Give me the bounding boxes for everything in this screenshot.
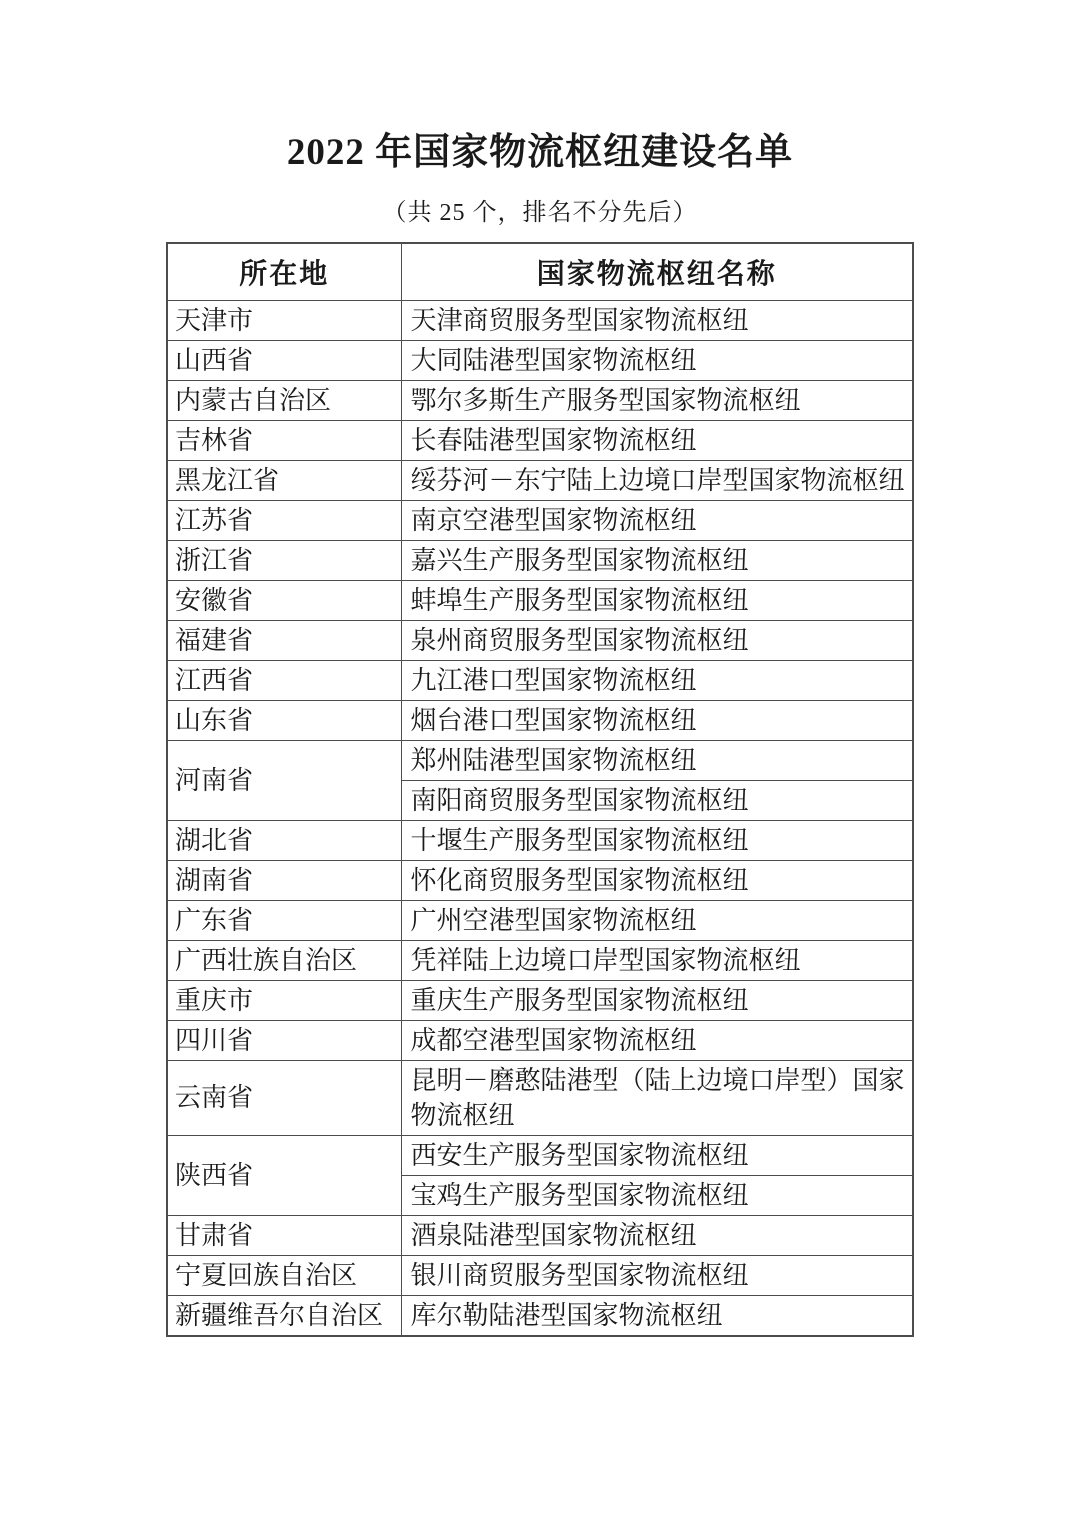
location-cell: 吉林省 [167, 420, 401, 460]
table-row [167, 1255, 913, 1295]
location-cell: 湖北省 [167, 820, 401, 860]
table-row [167, 420, 913, 460]
header-cell-hub-name: 国家物流枢纽名称 [401, 243, 913, 300]
location-cell: 广西壮族自治区 [167, 940, 401, 980]
location-cell: 陕西省 [167, 1135, 401, 1215]
location-cell: 重庆市 [167, 980, 401, 1020]
location-cell: 山东省 [167, 700, 401, 740]
table-row [167, 700, 913, 740]
hub-name-cell: 大同陆港型国家物流枢纽 [401, 340, 913, 380]
table-row [167, 1060, 913, 1135]
hub-name-cell: 十堰生产服务型国家物流枢纽 [401, 820, 913, 860]
hub-name-cell: 库尔勒陆港型国家物流枢纽 [401, 1295, 913, 1336]
table-row [167, 1135, 913, 1175]
location-cell: 新疆维吾尔自治区 [167, 1295, 401, 1336]
location-cell: 江西省 [167, 660, 401, 700]
table-row [167, 740, 913, 780]
location-cell: 宁夏回族自治区 [167, 1255, 401, 1295]
header-cell-location: 所在地 [167, 243, 401, 300]
table-row [167, 580, 913, 620]
location-cell: 天津市 [167, 300, 401, 340]
table-row [167, 980, 913, 1020]
hub-name-cell: 怀化商贸服务型国家物流枢纽 [401, 860, 913, 900]
table-row [167, 1215, 913, 1255]
hub-name-cell: 九江港口型国家物流枢纽 [401, 660, 913, 700]
table-row [167, 860, 913, 900]
hub-name-cell: 长春陆港型国家物流枢纽 [401, 420, 913, 460]
location-cell: 河南省 [167, 740, 401, 820]
table-row [167, 620, 913, 660]
hub-name-cell: 南阳商贸服务型国家物流枢纽 [401, 780, 913, 820]
hub-name-cell: 昆明－磨憨陆港型（陆上边境口岸型）国家物流枢纽 [401, 1060, 913, 1135]
hub-table [166, 242, 914, 1337]
location-cell: 安徽省 [167, 580, 401, 620]
hub-name-cell: 酒泉陆港型国家物流枢纽 [401, 1215, 913, 1255]
hub-name-cell: 鄂尔多斯生产服务型国家物流枢纽 [401, 380, 913, 420]
table-row [167, 300, 913, 340]
hub-name-cell: 成都空港型国家物流枢纽 [401, 1020, 913, 1060]
hub-name-cell: 天津商贸服务型国家物流枢纽 [401, 300, 913, 340]
hub-name-cell: 银川商贸服务型国家物流枢纽 [401, 1255, 913, 1295]
page-subtitle: （共 25 个，排名不分先后） [382, 200, 698, 226]
location-cell: 云南省 [167, 1060, 401, 1135]
hub-name-cell: 泉州商贸服务型国家物流枢纽 [401, 620, 913, 660]
location-cell: 湖南省 [167, 860, 401, 900]
hub-name-cell: 重庆生产服务型国家物流枢纽 [401, 980, 913, 1020]
table-row [167, 540, 913, 580]
location-cell: 内蒙古自治区 [167, 380, 401, 420]
table-row [167, 500, 913, 540]
location-cell: 黑龙江省 [167, 460, 401, 500]
hub-name-cell: 凭祥陆上边境口岸型国家物流枢纽 [401, 940, 913, 980]
hub-name-cell: 宝鸡生产服务型国家物流枢纽 [401, 1175, 913, 1215]
location-cell: 福建省 [167, 620, 401, 660]
table-row [167, 820, 913, 860]
location-cell: 广东省 [167, 900, 401, 940]
location-cell: 四川省 [167, 1020, 401, 1060]
table-row [167, 340, 913, 380]
hub-name-cell: 绥芬河－东宁陆上边境口岸型国家物流枢纽 [401, 460, 913, 500]
hub-name-cell: 郑州陆港型国家物流枢纽 [401, 740, 913, 780]
table-row [167, 1020, 913, 1060]
page-title: 2022 年国家物流枢纽建设名单 [286, 132, 794, 173]
hub-table-body [167, 300, 913, 1336]
hub-name-cell: 嘉兴生产服务型国家物流枢纽 [401, 540, 913, 580]
hub-name-cell: 西安生产服务型国家物流枢纽 [401, 1135, 913, 1175]
hub-name-cell: 广州空港型国家物流枢纽 [401, 900, 913, 940]
hub-name-cell: 蚌埠生产服务型国家物流枢纽 [401, 580, 913, 620]
table-row [167, 460, 913, 500]
table-header-row [167, 243, 913, 300]
table-row [167, 1295, 913, 1336]
location-cell: 江苏省 [167, 500, 401, 540]
hub-name-cell: 烟台港口型国家物流枢纽 [401, 700, 913, 740]
location-cell: 山西省 [167, 340, 401, 380]
location-cell: 浙江省 [167, 540, 401, 580]
hub-name-cell: 南京空港型国家物流枢纽 [401, 500, 913, 540]
location-cell: 甘肃省 [167, 1215, 401, 1255]
table-row [167, 380, 913, 420]
table-row [167, 940, 913, 980]
table-row [167, 900, 913, 940]
table-row [167, 660, 913, 700]
